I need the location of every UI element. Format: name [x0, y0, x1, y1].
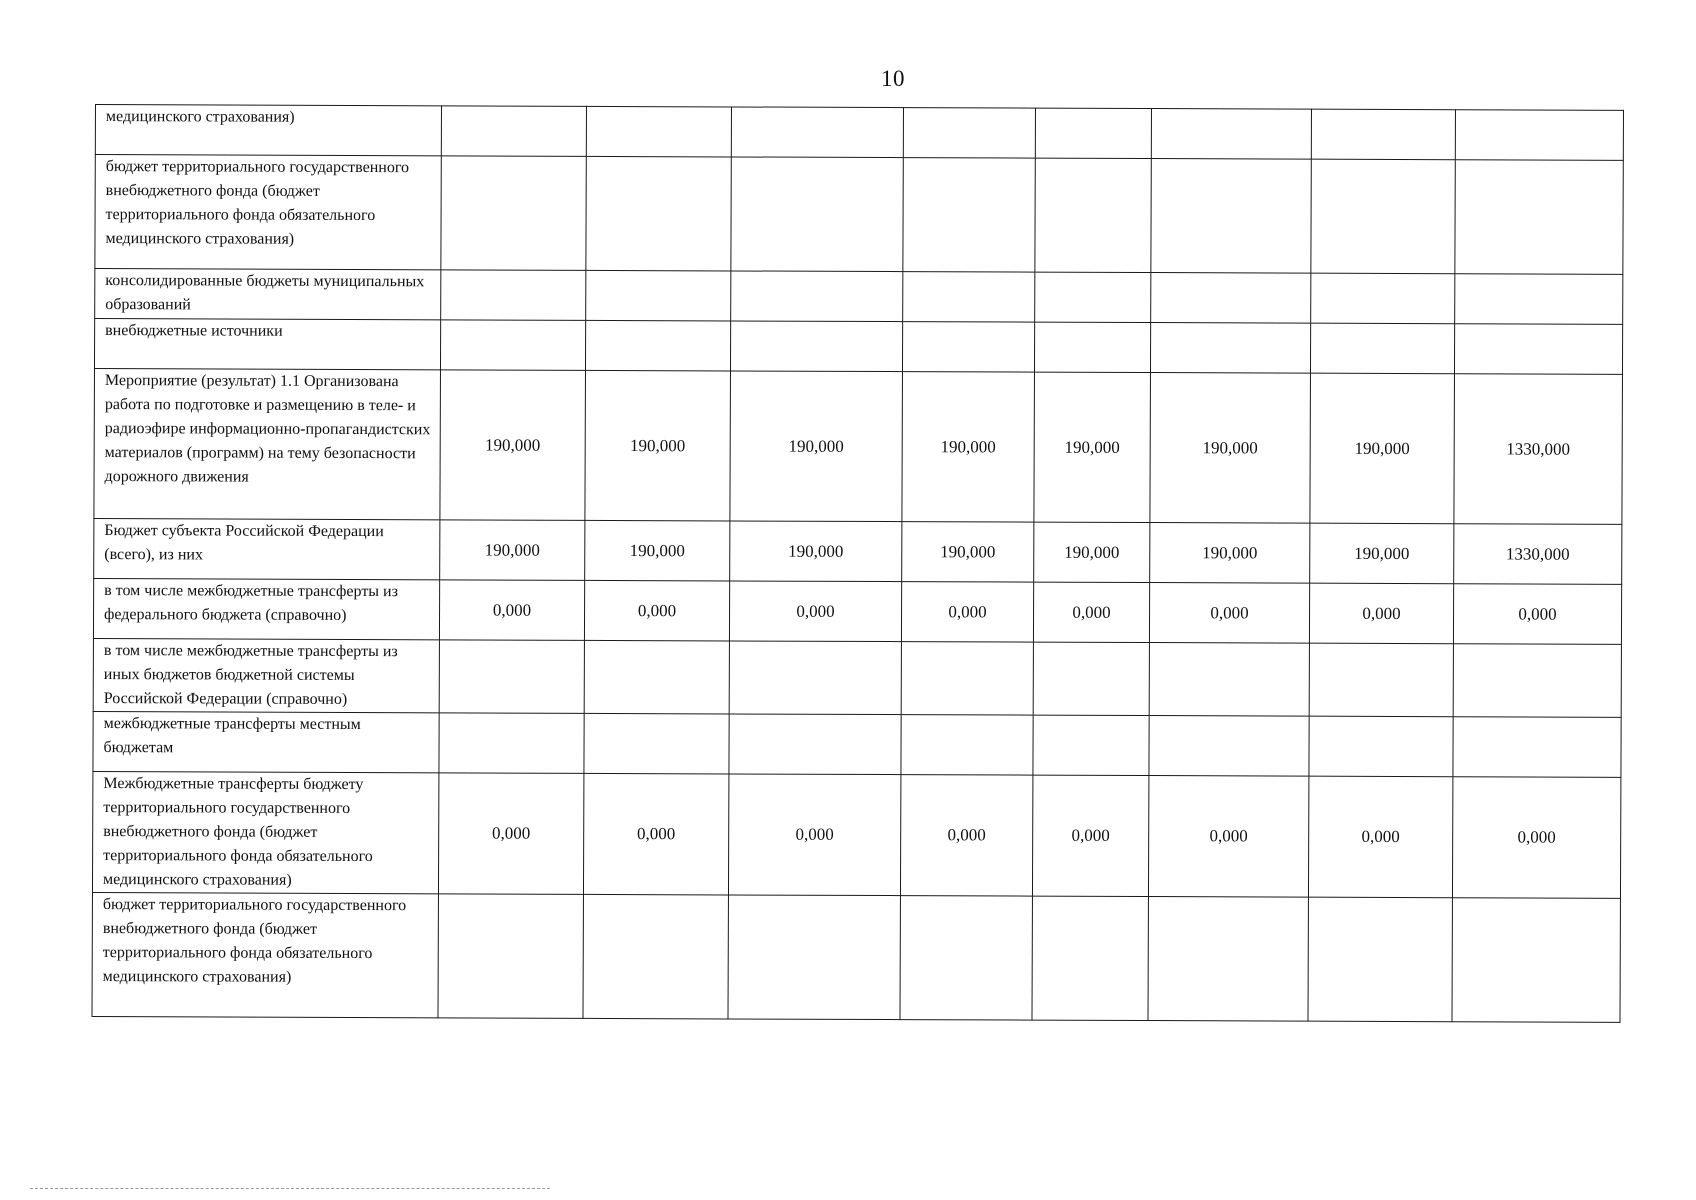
footer-rule: [30, 1188, 550, 1189]
value-cell: 190,000: [1310, 373, 1455, 524]
value-cell: [1453, 717, 1621, 778]
value-cell: [903, 272, 1035, 323]
value-cell: [901, 642, 1033, 716]
value-cell: 0,000: [1149, 583, 1309, 644]
value-cell: [1455, 274, 1623, 325]
value-cell: 190,000: [1310, 523, 1454, 584]
value-cell: [441, 270, 586, 321]
value-cell: [903, 108, 1035, 159]
value-cell: [585, 320, 730, 371]
value-cell: [1034, 322, 1150, 372]
value-cell: [1454, 324, 1622, 375]
value-cell: [1455, 110, 1623, 161]
value-cell: [583, 894, 728, 1019]
value-cell: [1151, 109, 1311, 160]
value-cell: [1309, 643, 1453, 717]
value-cell: [1035, 108, 1151, 158]
value-cell: [1151, 159, 1311, 274]
table-row: [95, 269, 1623, 325]
value-cell: [731, 157, 903, 272]
table-row: [92, 771, 1620, 898]
row-label: бюджет территориального государственного внебюджетного фонда (бюджет территориального фонда обязательного медицинского страхования): [95, 155, 441, 270]
table-body: [92, 105, 1623, 1023]
row-label: Межбюджетные трансферты бюджету территориального государственного внебюджетного фонда (бюджет территориального фонда обязательного медицинского страхования): [92, 771, 438, 893]
value-cell: 190,000: [902, 372, 1035, 523]
value-cell: 0,000: [1033, 582, 1149, 642]
value-cell: [902, 322, 1034, 373]
table-row: [93, 638, 1621, 717]
value-cell: [1035, 158, 1151, 272]
value-cell: 0,000: [1148, 776, 1308, 898]
value-cell: [1033, 642, 1149, 715]
value-cell: 0,000: [1032, 775, 1148, 896]
value-cell: [584, 713, 729, 774]
value-cell: [584, 640, 729, 714]
table-row: [94, 319, 1622, 375]
value-cell: [1310, 323, 1454, 374]
row-label: межбюджетные трансферты местным бюджетам: [93, 711, 439, 772]
value-cell: [441, 106, 586, 157]
row-label: в том числе межбюджетные трансферты из федерального бюджета (справочно): [93, 578, 439, 639]
value-cell: [1148, 897, 1308, 1022]
value-cell: [441, 156, 586, 271]
value-cell: 190,000: [1034, 522, 1150, 582]
page-number: 10: [881, 66, 905, 91]
value-cell: [586, 156, 731, 271]
row-label: бюджет территориального государственного внебюджетного фонда (бюджет территориального фонда обязательного медицинского страхования): [92, 892, 438, 1017]
value-cell: 0,000: [583, 773, 728, 895]
value-cell: 0,000: [901, 582, 1033, 643]
value-cell: [586, 270, 731, 321]
table-row: [95, 155, 1623, 275]
value-cell: [438, 894, 583, 1019]
table-row: [93, 711, 1621, 777]
value-cell: [729, 714, 901, 775]
table-row: [95, 105, 1623, 161]
value-cell: [439, 713, 584, 774]
table-row: [93, 578, 1621, 644]
row-label: Бюджет субъекта Российской Федерации (всего), из них: [94, 518, 440, 579]
row-label: Мероприятие (результат) 1.1 Организована работа по подготовке и размещению в теле- и радиоэфире информационно-пропагандистских материалов (программ) на тему безопасности дорожного движения: [94, 368, 441, 519]
value-cell: [729, 641, 901, 715]
value-cell: [731, 107, 903, 158]
value-cell: 190,000: [440, 370, 586, 521]
value-cell: [1452, 898, 1620, 1023]
value-cell: [1150, 323, 1310, 374]
value-cell: [1311, 159, 1455, 274]
value-cell: 190,000: [902, 522, 1034, 583]
value-cell: [903, 158, 1035, 273]
value-cell: 0,000: [584, 580, 729, 641]
value-cell: 0,000: [438, 773, 583, 895]
row-label: консолидированные бюджеты муниципальных образований: [95, 269, 441, 320]
value-cell: 1330,000: [1454, 374, 1623, 525]
value-cell: [901, 715, 1033, 776]
value-cell: [1309, 716, 1453, 777]
value-cell: [439, 640, 584, 714]
value-cell: 190,000: [1150, 523, 1310, 584]
value-cell: 0,000: [1308, 776, 1452, 898]
value-cell: [730, 321, 902, 372]
value-cell: 0,000: [439, 580, 584, 641]
value-cell: [728, 895, 900, 1020]
budget-table: [91, 104, 1623, 1023]
value-cell: [1033, 715, 1149, 775]
row-label: медицинского страхования): [95, 105, 441, 156]
value-cell: [1035, 272, 1151, 322]
value-cell: 0,000: [1452, 777, 1620, 899]
value-cell: [1149, 716, 1309, 777]
value-cell: 0,000: [1453, 584, 1621, 645]
value-cell: [440, 320, 585, 371]
value-cell: [1311, 109, 1455, 160]
value-cell: 0,000: [1309, 583, 1453, 644]
value-cell: 0,000: [728, 774, 900, 896]
table-row: [92, 892, 1620, 1022]
value-cell: [1149, 643, 1309, 717]
value-cell: 190,000: [1034, 372, 1151, 522]
value-cell: 190,000: [730, 371, 903, 522]
value-cell: [1311, 273, 1455, 324]
value-cell: [1032, 896, 1148, 1020]
row-label: внебюджетные источники: [94, 319, 440, 370]
table-row: [94, 368, 1623, 524]
value-cell: [731, 271, 903, 322]
value-cell: 190,000: [440, 520, 585, 581]
value-cell: [1151, 273, 1311, 324]
value-cell: 190,000: [1150, 373, 1311, 524]
value-cell: 190,000: [585, 520, 730, 581]
table-row: [94, 518, 1622, 584]
value-cell: [1453, 644, 1621, 718]
value-cell: 1330,000: [1454, 524, 1622, 585]
row-label: в том числе межбюджетные трансферты из иных бюджетов бюджетной системы Российской Федерации (справочно): [93, 638, 439, 712]
value-cell: [900, 896, 1032, 1021]
value-cell: 0,000: [729, 581, 901, 642]
value-cell: [1455, 160, 1623, 275]
value-cell: 190,000: [585, 370, 731, 521]
value-cell: [1308, 897, 1452, 1022]
value-cell: [586, 106, 731, 157]
value-cell: 0,000: [900, 775, 1032, 897]
value-cell: 190,000: [730, 521, 902, 582]
